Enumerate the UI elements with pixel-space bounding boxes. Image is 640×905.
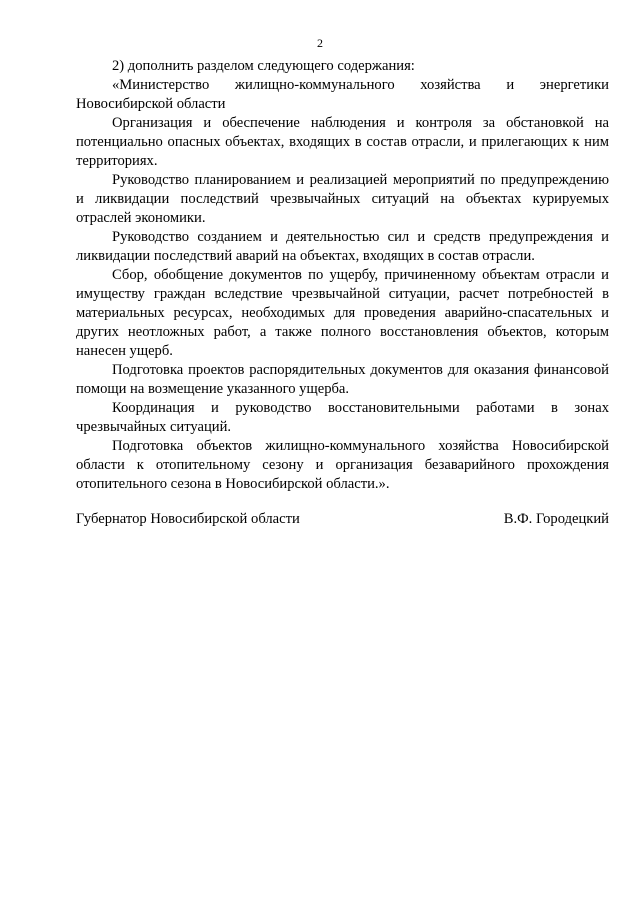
signatory-name: В.Ф. Городецкий <box>503 511 609 527</box>
paragraph-damage-collection: Сбор, обобщение документов по ущербу, причиненному объектам отрасли и имуществу граждан вследствие чрезвычайной ситуации, расчет потребностей в материальных ресурсах, необходимых для проведения аварийно-спасательных и других неотложных работ, а также полного восстановления объектов, которым нанесен ущерб. <box>76 267 609 359</box>
paragraph-intro: 2) дополнить разделом следующего содержания: <box>112 58 415 74</box>
paragraph-heating-season: Подготовка объектов жилищно-коммунального хозяйства Новосибирской области к отопительному сезону и организация безаварийного прохождения отопительного сезона в Новосибирской области.». <box>76 438 609 492</box>
paragraph-planning: Руководство планированием и реализацией мероприятий по предупреждению и ликвидации последствий чрезвычайных ситуаций на объектах курируемых отраслей экономики. <box>76 172 609 226</box>
paragraph-financial-aid: Подготовка проектов распорядительных документов для оказания финансовой помощи на возмещение указанного ущерба. <box>76 362 609 397</box>
signatory-position: Губернатор Новосибирской области <box>76 511 300 527</box>
paragraph-monitoring: Организация и обеспечение наблюдения и контроля за обстановкой на потенциально опасных объектах, входящих в состав отрасли, и прилегающих к ним территориях. <box>76 115 609 169</box>
paragraph-coordination: Координация и руководство восстановительными работами в зонах чрезвычайных ситуаций. <box>76 400 609 435</box>
page-number: 2 <box>317 36 323 50</box>
document-body <box>76 57 609 494</box>
paragraph-ministry-title: «Министерство жилищно-коммунального хозяйства и энергетики Новосибирской области <box>76 77 609 112</box>
paragraph-forces: Руководство созданием и деятельностью сил и средств предупреждения и ликвидации последствий аварий на объектах, входящих в состав отрасли. <box>76 229 609 264</box>
signature-block <box>76 510 609 529</box>
